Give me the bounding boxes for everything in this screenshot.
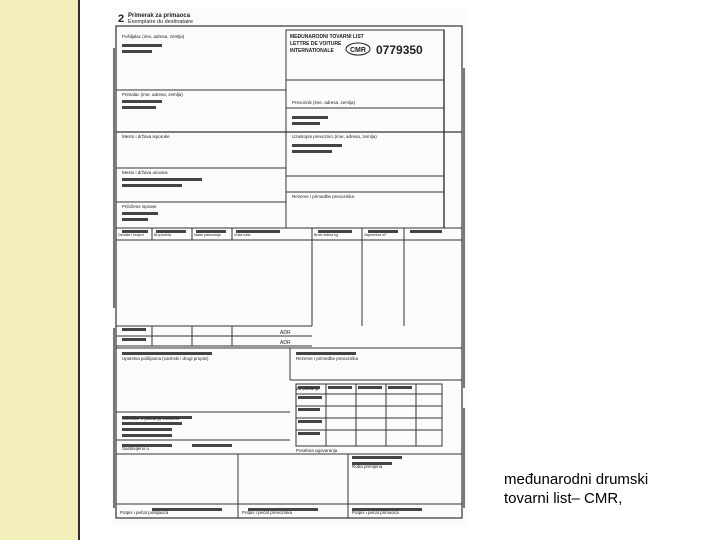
caption: [504, 470, 714, 508]
field-carrier: Prevoznik (ime, adresa, zemlja): [292, 100, 356, 105]
field-reservations-top: Rezerve i primedbe prevoznika: [292, 194, 355, 199]
field-to-pay: Za plaćanje: [296, 386, 320, 391]
field-consignee-sign: Potpis i pečat primaoca: [352, 510, 399, 515]
field-sender-sign: Potpis i pečat pošiljaoca: [120, 510, 169, 515]
cmr-form-scan: [112, 8, 468, 526]
copy-subtitle: Exemplaire du destinataire: [128, 19, 194, 25]
copy-title: Primerak za primaoca: [128, 13, 191, 19]
field-documents: Priložene isprave: [122, 204, 157, 209]
field-nature-goods: Vrsta robe: [234, 233, 251, 237]
copy-number: 2: [118, 13, 125, 25]
field-consignee: Primalac (ime, adresa, zemlja): [122, 92, 183, 97]
adr-label-1: ADR: [280, 330, 291, 336]
field-goods-received: Roba primljena: [352, 464, 383, 469]
field-carrier-sign: Potpis i pečat prevoznika: [242, 510, 293, 515]
header-line-1: MEĐUNARODNI TOVARNI LIST: [290, 34, 364, 40]
field-marks: Oznake i brojevi: [118, 233, 144, 237]
field-established: Sastavljeno u: [122, 446, 150, 451]
field-reservations: Rezerve i primedbe prevoznika: [296, 356, 359, 361]
caption-line-1: međunarodni drumski: [504, 471, 649, 488]
field-volume: Zapremina m³: [364, 233, 387, 237]
field-sender: Pošiljalac (ime, adresa, zemlja): [122, 34, 185, 39]
field-packages: Broj koleta: [154, 233, 171, 237]
left-divider-line: [78, 0, 80, 540]
field-packing: Način pakovanja: [194, 233, 221, 237]
field-special: Posebna ugovaranja: [296, 448, 338, 453]
field-payment: Odredbe o plaćanju vozarine: [122, 416, 180, 421]
field-gross-weight: Bruto težina kg: [314, 233, 338, 237]
cmr-logo-text: CMR: [350, 47, 366, 54]
field-successive-carriers: Uzastopni prevoznici (ime, adresa, zemlja): [292, 134, 377, 139]
adr-label-2: ADR: [280, 340, 291, 346]
field-instructions: Uputstva pošiljaoca (carinski i drugi propisi): [122, 356, 209, 361]
header-line-2: LETTRE DE VOITURE: [290, 41, 342, 47]
caption-line-2: tovarni list– CMR,: [504, 490, 623, 507]
cmr-form-drawing: [112, 8, 468, 526]
field-place-taking-over: Mesto i država utovara: [122, 170, 168, 175]
header-line-3: INTERNATIONALE: [290, 48, 334, 54]
left-accent-bar: [0, 0, 78, 540]
field-place-delivery: Mesto i država isporuke: [122, 134, 170, 139]
serial-number: 0779350: [376, 43, 423, 57]
